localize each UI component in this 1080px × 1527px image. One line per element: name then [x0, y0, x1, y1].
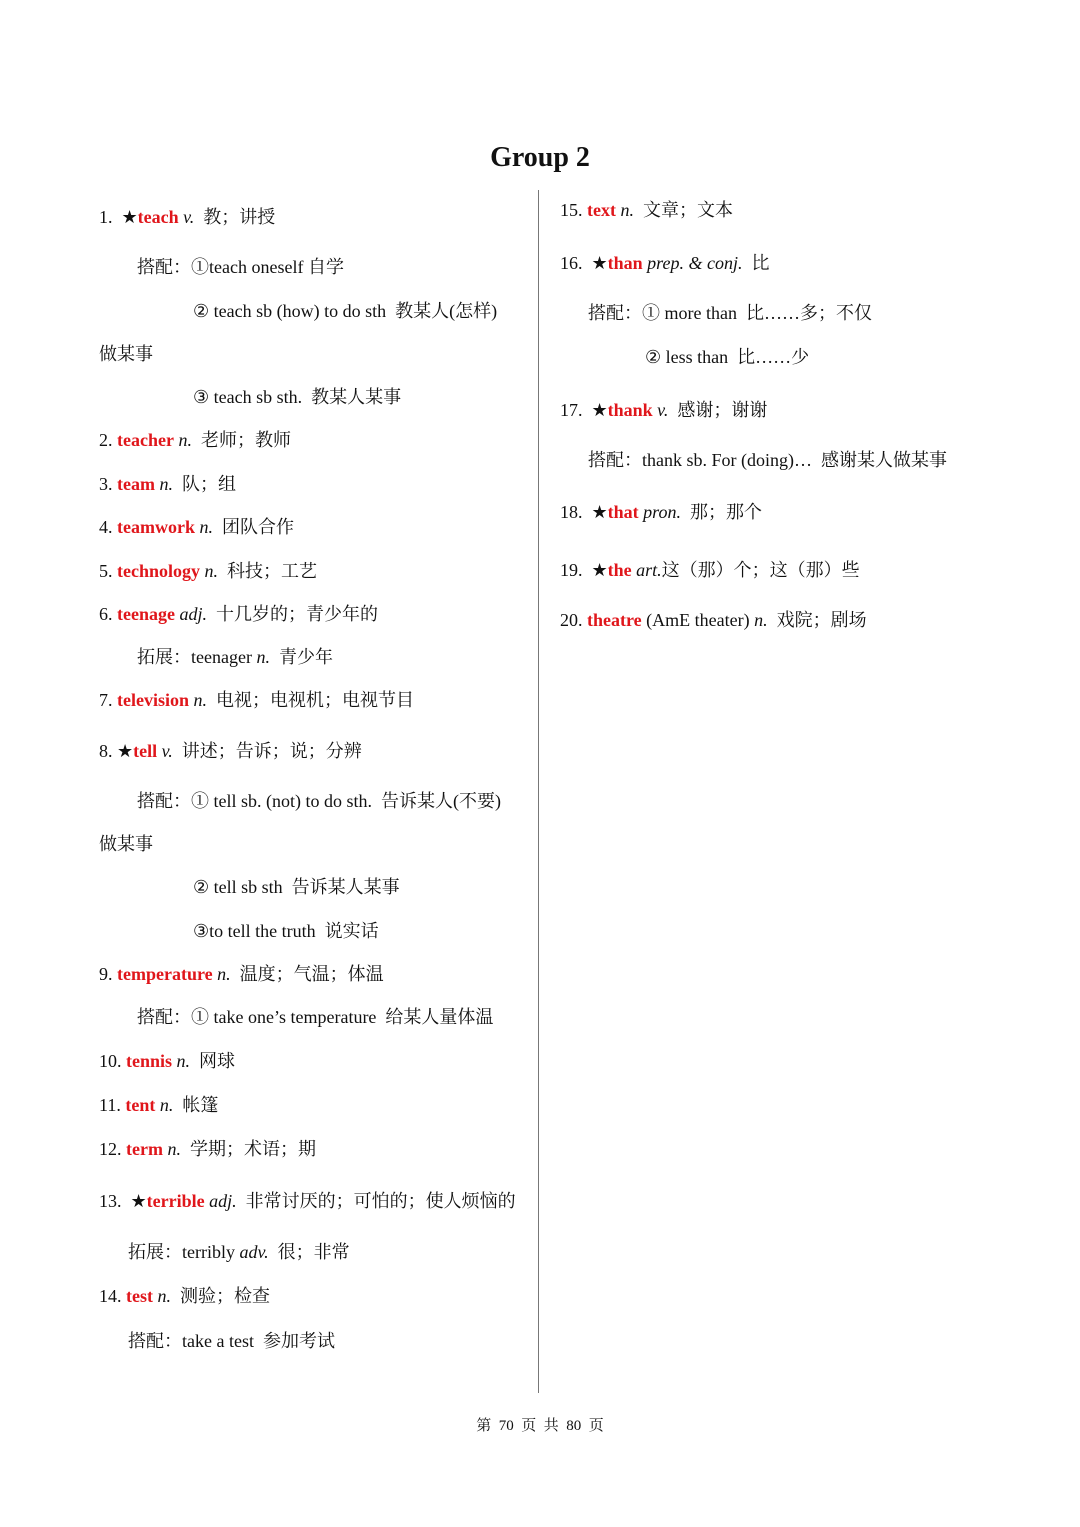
part-of-speech: prep. & conj.: [642, 253, 743, 273]
line-text: ★: [121, 207, 138, 227]
headword: terrible: [146, 1191, 205, 1211]
line-text: 12.: [99, 1139, 126, 1159]
line-text: 20.: [560, 610, 587, 630]
headword: teacher: [117, 430, 174, 450]
vocab-line: [99, 1285, 270, 1307]
headword: tennis: [126, 1051, 173, 1071]
headword: tent: [125, 1095, 156, 1115]
part-of-speech: n.: [172, 1051, 191, 1071]
line-text: 搭配：① take one’s temperature 给某人量体温: [137, 1007, 494, 1027]
line-text: 温度；气温；体温: [230, 964, 384, 984]
part-of-speech: n.: [155, 1095, 174, 1115]
line-text: 4.: [99, 517, 117, 537]
line-text: ★: [591, 560, 608, 580]
headword: test: [126, 1286, 153, 1306]
line-text: 队；组: [172, 474, 236, 494]
headword: the: [607, 560, 632, 580]
line-text: 文章；文本: [633, 200, 733, 220]
line-text: 科技；工艺: [218, 561, 317, 581]
line-text: 9.: [99, 964, 117, 984]
line-text: 7.: [99, 690, 117, 710]
vocab-line: [560, 399, 767, 421]
vocab-line: [99, 206, 275, 228]
vocab-line: [99, 1050, 235, 1072]
line-text: 非常讨厌的；可怕的；使人烦恼的: [236, 1191, 516, 1211]
vocab-line: [99, 963, 384, 985]
part-of-speech: pron.: [638, 502, 681, 522]
headword: teamwork: [117, 517, 195, 537]
line-text: 戏院；剧场: [767, 610, 867, 630]
vocab-line: [99, 833, 153, 855]
vocab-line: [99, 603, 378, 625]
part-of-speech: n.: [162, 1139, 181, 1159]
line-text: 拓展：teenager: [137, 647, 257, 667]
vocab-line: [193, 300, 497, 322]
vocab-line: [645, 346, 809, 368]
part-of-speech: n.: [173, 430, 192, 450]
line-text: 8.: [99, 741, 117, 761]
part-of-speech: n.: [615, 200, 634, 220]
vocab-line: [588, 449, 947, 471]
headword: team: [117, 474, 155, 494]
line-text: 10.: [99, 1051, 126, 1071]
vocab-line: [99, 689, 414, 711]
headword: thank: [607, 400, 653, 420]
line-text: 2.: [99, 430, 117, 450]
vocab-line: [99, 1138, 316, 1160]
line-text: 搭配：take a test 参加考试: [128, 1331, 335, 1351]
part-of-speech: n.: [200, 561, 218, 581]
part-of-speech: v.: [157, 741, 173, 761]
vocab-line: [99, 1094, 218, 1116]
vocab-line: [560, 609, 867, 631]
line-text: 16.: [560, 253, 592, 273]
line-text: 做某事: [99, 344, 153, 364]
vocab-line: [137, 646, 333, 668]
vocab-line: [99, 429, 291, 451]
headword: temperature: [117, 964, 213, 984]
line-text: 感谢；谢谢: [668, 400, 768, 420]
line-text: 6.: [99, 604, 117, 624]
headword: that: [607, 502, 639, 522]
page-footer: 第 70 页 共 80 页: [476, 1418, 604, 1434]
vocab-line: [99, 1190, 516, 1212]
line-text: 那；那个: [680, 502, 762, 522]
vocab-line: [137, 1006, 493, 1028]
line-text: 讲述；告诉；说；分辨: [172, 741, 362, 761]
vocab-line: [137, 790, 501, 812]
line-text: 十几岁的；青少年的: [207, 604, 378, 624]
part-of-speech: v.: [652, 400, 669, 420]
line-text: ② less than 比……少: [645, 347, 810, 367]
vocab-line: [99, 740, 362, 762]
line-text: ② teach sb (how) to do sth 教某人(怎样): [193, 301, 498, 321]
part-of-speech: n.: [194, 517, 213, 537]
headword: teenage: [117, 604, 175, 624]
line-text: ★: [591, 253, 608, 273]
headword: than: [607, 253, 643, 273]
line-text: ③to tell the truth 说实话: [193, 921, 379, 941]
line-text: ★: [130, 1191, 147, 1211]
line-text: 17.: [560, 400, 592, 420]
vocab-line: [560, 559, 860, 581]
line-text: 搭配：①teach oneself 自学: [137, 257, 344, 277]
page-title: Group 2: [490, 142, 590, 173]
part-of-speech: v.: [178, 207, 195, 227]
part-of-speech: adv.: [239, 1242, 269, 1262]
line-text: ★: [591, 400, 608, 420]
part-of-speech: n.: [152, 1286, 171, 1306]
column-divider: [538, 190, 539, 1393]
line-text: 19.: [560, 560, 592, 580]
line-text: 帐篷: [173, 1095, 219, 1115]
line-text: 拓展：terribly: [128, 1242, 240, 1262]
headword: teach: [137, 207, 179, 227]
line-text: 青少年: [269, 647, 333, 667]
line-text: 这（那）个；这（那）些: [661, 560, 860, 580]
line-text: 3.: [99, 474, 117, 494]
part-of-speech: n.: [212, 964, 231, 984]
line-text: 搭配：thank sb. For (doing)… 感谢某人做某事: [588, 450, 947, 470]
line-text: 电视；电视机；电视节目: [207, 690, 414, 710]
line-text: 5.: [99, 561, 117, 581]
line-text: 比: [742, 253, 770, 273]
vocab-line: [588, 302, 872, 324]
line-text: 做某事: [99, 834, 153, 854]
vocab-line: [193, 386, 401, 408]
line-text: 搭配：① tell sb. (not) to do sth. 告诉某人(不要): [137, 791, 501, 811]
vocab-line: [560, 252, 769, 274]
vocab-line: [193, 920, 379, 942]
line-text: 网球: [190, 1051, 236, 1071]
line-text: ★: [591, 502, 608, 522]
line-text: 学期；术语；期: [180, 1139, 316, 1159]
vocab-line: [137, 256, 344, 278]
line-text: 搭配：① more than 比……多；不仅: [588, 303, 872, 323]
headword: tell: [133, 741, 158, 761]
part-of-speech: n.: [754, 610, 768, 630]
line-text: ★: [117, 741, 134, 761]
line-text: (AmE theater): [641, 610, 755, 630]
line-text: 团队合作: [212, 517, 294, 537]
part-of-speech: n.: [189, 690, 207, 710]
line-text: 测验；检查: [170, 1286, 270, 1306]
line-text: 15.: [560, 200, 587, 220]
line-text: 1.: [99, 207, 122, 227]
vocab-line: [99, 560, 317, 582]
vocab-line: [560, 199, 733, 221]
vocab-line: [99, 473, 236, 495]
line-text: 13.: [99, 1191, 131, 1211]
headword: theatre: [587, 610, 642, 630]
vocab-line: [128, 1241, 350, 1263]
headword: television: [117, 690, 189, 710]
vocab-line: [193, 876, 400, 898]
headword: term: [126, 1139, 163, 1159]
line-text: 教；讲授: [194, 207, 276, 227]
vocab-line: [128, 1330, 335, 1352]
part-of-speech: adj.: [174, 604, 207, 624]
vocab-line: [99, 516, 294, 538]
line-text: ③ teach sb sth. 教某人某事: [193, 387, 402, 407]
vocab-line: [560, 501, 762, 523]
line-text: 很；非常: [268, 1242, 350, 1262]
vocab-line: [99, 343, 153, 365]
headword: text: [587, 200, 616, 220]
part-of-speech: n.: [256, 647, 270, 667]
line-text: ② tell sb sth 告诉某人某事: [193, 877, 400, 897]
headword: technology: [117, 561, 200, 581]
line-text: 老师；教师: [191, 430, 291, 450]
part-of-speech: n.: [154, 474, 173, 494]
part-of-speech: art.: [631, 560, 662, 580]
line-text: 11.: [99, 1095, 126, 1115]
part-of-speech: adj.: [204, 1191, 237, 1211]
line-text: 18.: [560, 502, 592, 522]
line-text: 14.: [99, 1286, 126, 1306]
